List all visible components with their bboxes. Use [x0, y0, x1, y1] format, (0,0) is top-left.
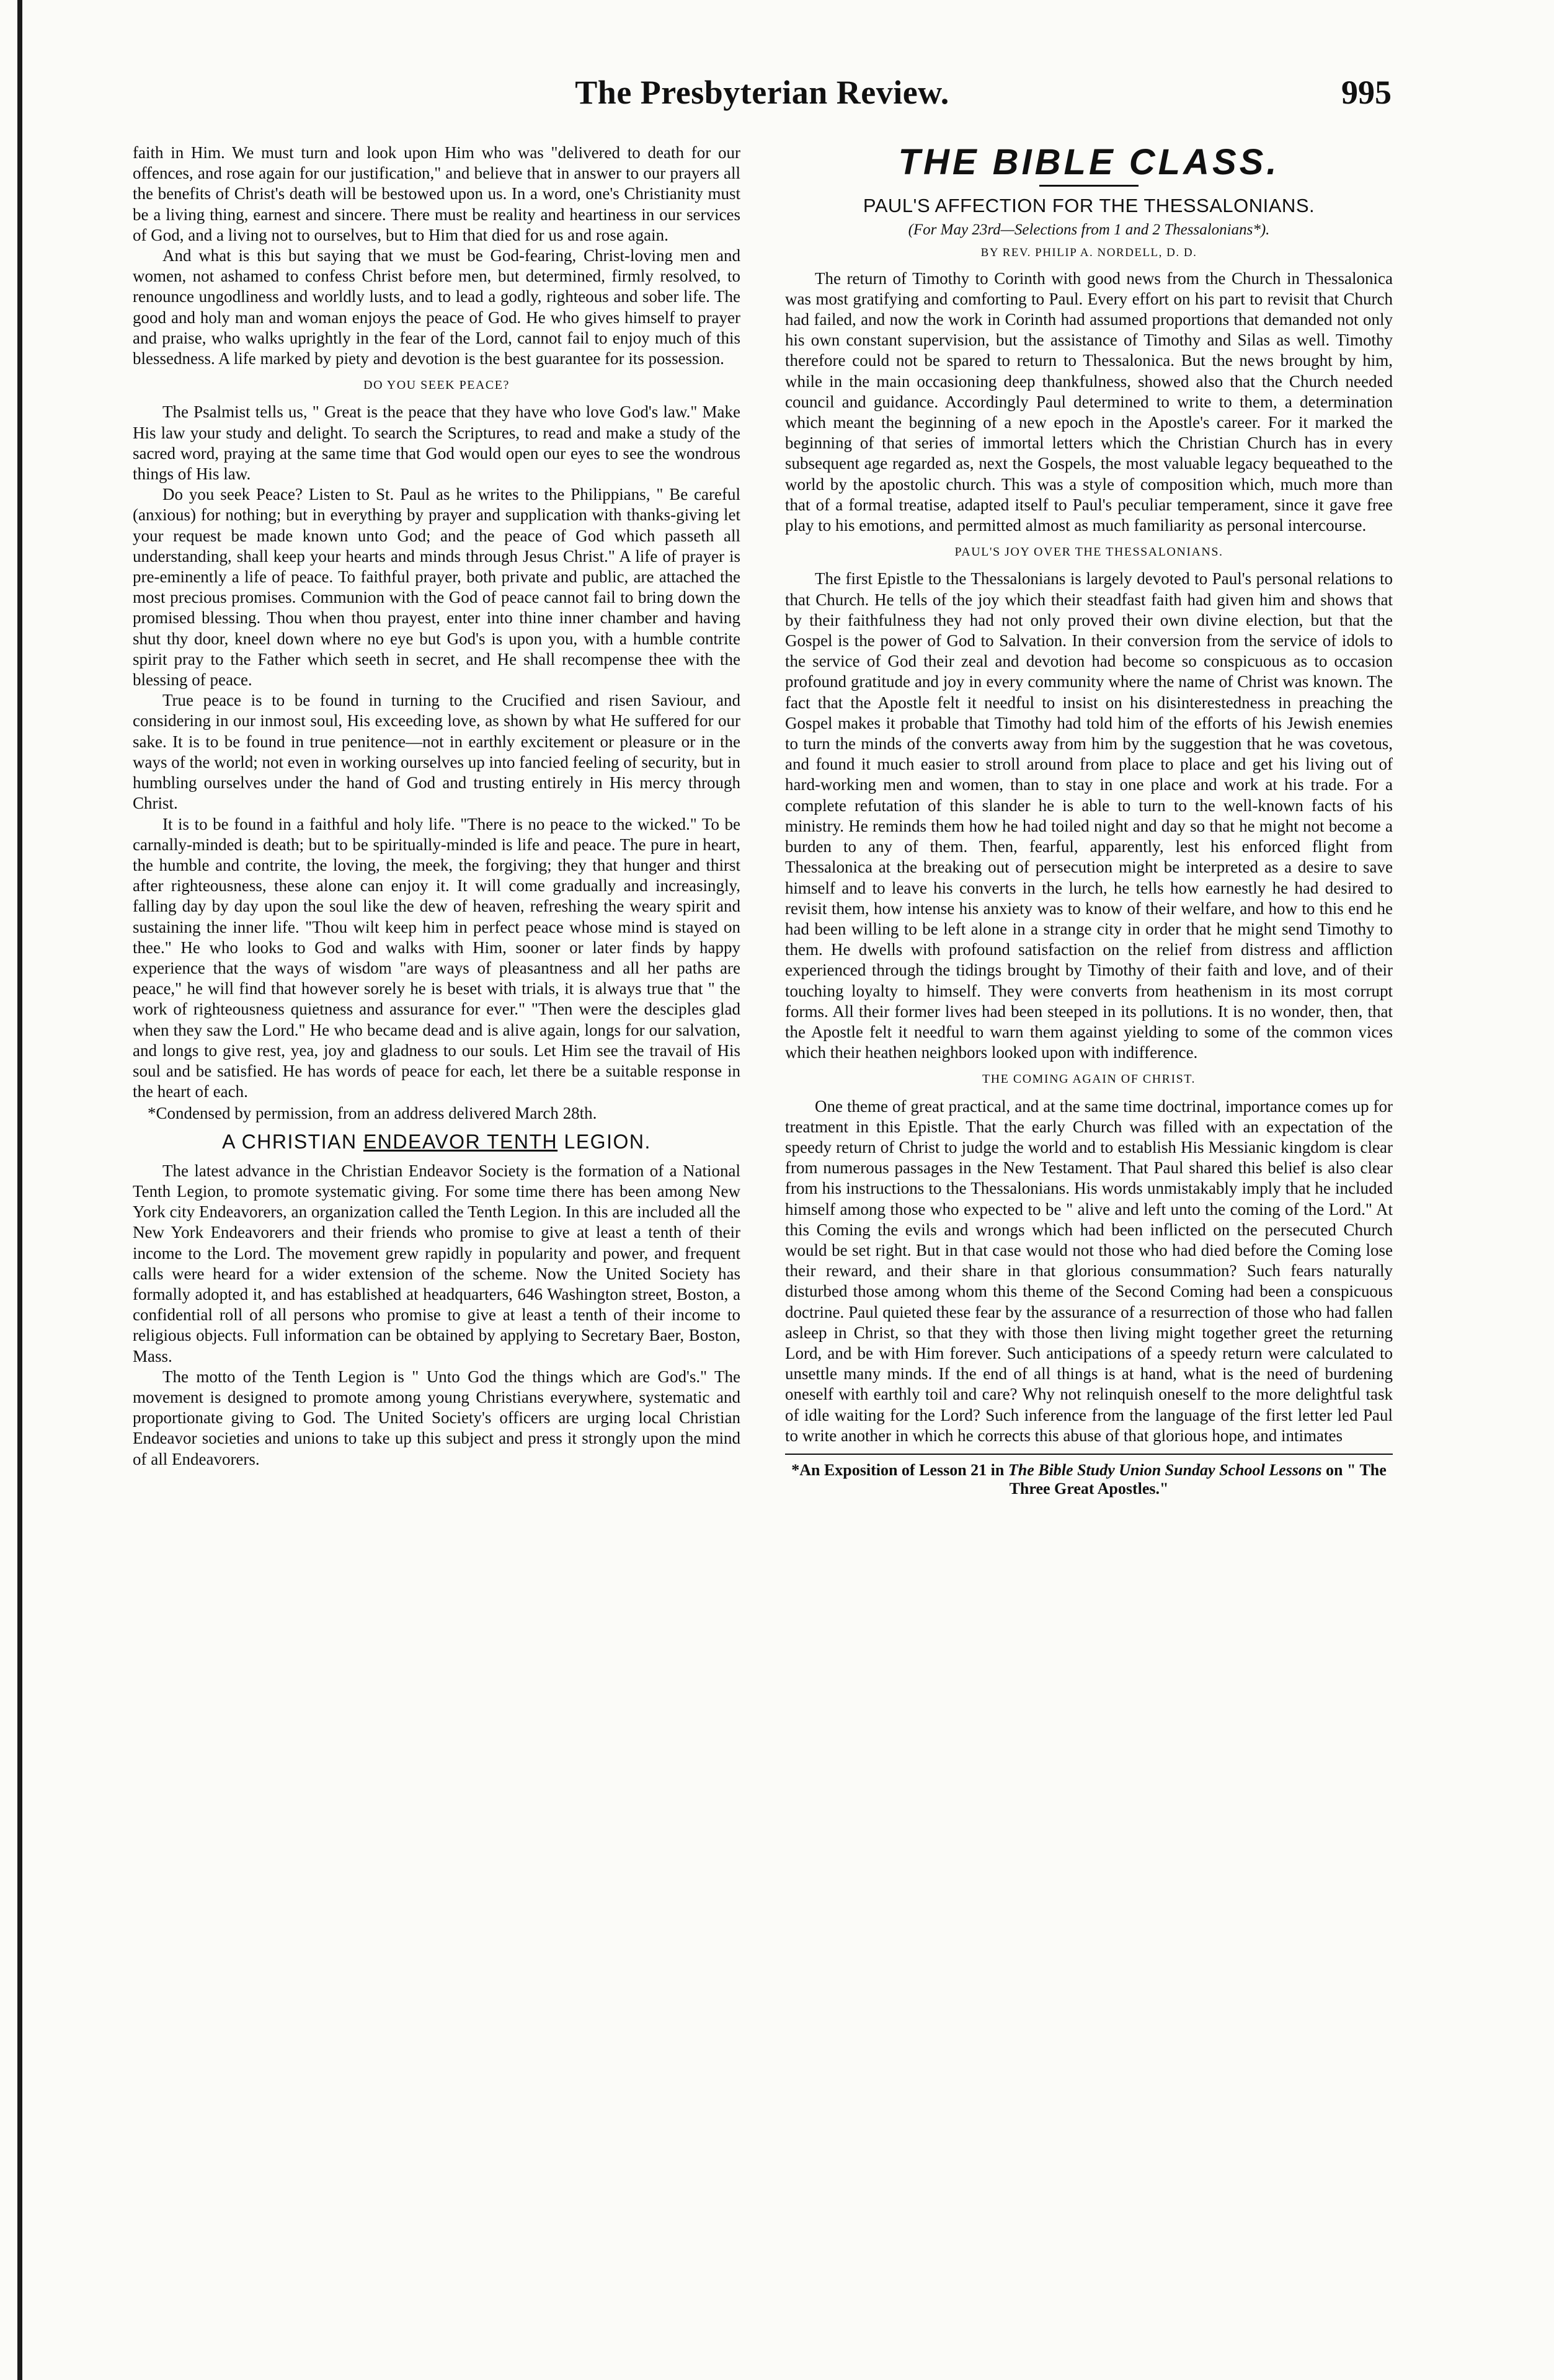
paragraph: One theme of great practical, and at the same time doctrinal, importance comes up for treatment in this Epistle. That the early Church was filled with an expectation of the speedy return of Christ to judge the world and to establish His Messianic kingdom is clear from numerous passages in the New Testament. That Paul shared this belief is also clear from his instructions to the Thessalonians. His words unmistakably imply that he included himself among those who expected to be " alive and left unto the coming of the Lord." At this Coming the evils and wrongs which had been inflicted on the persecuted Church would be set right. But in that case would not those who had died before the Coming lose their reward, and their share in that glorious consummation? Such fears naturally disturbed those among whom this theme of the Second Coming had been a conspicuous doctrine. Paul quieted these fear by the assurance of a resurrection of those who had fallen asleep in Christ, so that they with those then living might together greet the returning Lord, and be with Him forever. Such anticipations of a speedy return were calculated to unsettle many minds. If the end of all things is at hand, what is the need of burdening oneself with earthly toil and care? Why not relinquish oneself to the more delightful task of idle waiting for the Lord? Such inference from the language of the first letter led Paul to write another in which he corrects this abuse of that glorious hope, and intimates — [785, 1096, 1393, 1445]
byline: BY REV. PHILIP A. NORDELL, D. D. — [980, 246, 1197, 260]
paragraph: faith in Him. We must turn and look upon Him who was "delivered to death for our offences, and rose again for our justification," and believe that in answer to our prayers all the benefits of Christ's death will be bestowed upon us. In a word, one's Christianity must be a living thing, earnest and sincere. There must be reality and heartiness in our services of God, and a living not to ourselves, but to Him that died for us and rose again. — [133, 143, 740, 244]
subheading: PAUL'S JOY OVER THE THESSALONIANS. — [954, 545, 1223, 559]
page-header — [133, 73, 1392, 123]
paragraph: True peace is to be found in turning to the Crucified and risen Saviour, and considering in our inmost soul, His exceeding love, as shown by what He suffered for our sake. It is to be found in true penitence—not in earthly excitement or pleasure or in the ways of the world; not even in working ourselves up into fancied feeling of security, but in humbling ourselves under the hand of God and trusting entirely in His mercy through Christ. — [133, 691, 740, 813]
page-edge-rule — [17, 0, 22, 2380]
paragraph: And what is this but saying that we must be God-fearing, Christ-loving men and women, not ashamed to confess Christ before men, but determined, firmly resolved, to renounce ungodliness and worldly lusts, and to lead a godly, righteous and sober life. The good and holy man and woman enjoys the peace of God. He who gives himself to prayer and praise, who walks uprightly in the fear of the Lord, cannot fail to enjoy much of this blessedness. A life marked by piety and devotion is the best guarantee for its possession. — [133, 246, 740, 368]
section-heading-part: A CHRISTIAN — [222, 1130, 363, 1153]
article-title: PAUL'S AFFECTION FOR THE THESSALONIANS. — [863, 195, 1315, 216]
paragraph: It is to be found in a faithful and holy life. "There is no peace to the wicked." To be carnally-minded is death; but to be spiritually-minded is life and peace. The pure in heart, the humble and contrite, the loving, the meek, the forgiving; they that hunger and thirst after righteousness, these alone can enjoy it. It will come gradually and increasingly, falling day by day upon the soul like the dew of heaven, refreshing the weary spirit and sustaining the inner life. "Thou wilt keep him in perfect peace whose mind is stayed on thee." He who looks to God and walks with Him, sooner or later finds by happy experience that the ways of wisdom "are ways of pleasantness and all her paths are peace," he will find that however sorely he is beset with trials, it is always true that " the work of righteousness quietness and assurance for ever." "Then were the desciples glad when they saw the Lord." He who became dead and is alive again, longs for our salvation, and longs to give rest, yea, joy and gladness to our souls. Let Him see the travail of His soul and be satisfied. He has words of peace for each, let there be a suitable response in the heart of each. — [133, 814, 740, 1101]
subheading: DO YOU SEEK PEACE? — [363, 378, 510, 393]
footnote-part: *An Exposition of Lesson 21 in — [791, 1460, 1008, 1479]
right-column — [785, 143, 1393, 1498]
footnote: *Condensed by permission, from an address delivered March 28th. — [148, 1104, 597, 1123]
footnote-italic: The Bible Study Union Sunday School Lessons — [1008, 1460, 1322, 1479]
section-heading — [133, 1132, 740, 1152]
footnote-part: on " The Three Great Apostles." — [1009, 1460, 1387, 1498]
article-meta: (For May 23rd—Selections from 1 and 2 Thessalonians*). — [908, 221, 1270, 239]
paragraph: The return of Timothy to Corinth with good news from the Church in Thessalonica was most gratifying and comforting to Paul. Every effort on his part to revisit that Church had failed, and now the work in Corinth had assumed proportions that demanded not only his own constant supervision, but the assistance of Timothy and Silas as well. Timothy therefore could not be spared to return to Thessalonica. But the news brought by him, while in the main occasioning deep thankfulness, showed also that the Church needed council and guidance. Accordingly Paul determined to write to them, a determination which meant the beginning of a new epoch in the Apostle's career. For it marked the beginning of that series of immortal letters which the Christian Church has in every subsequent age regarded as, next the Gospels, the most valuable legacy bequeathed to the world by the apostolic church. This was a style of composition which, much more than that of a formal treatise, adapted itself to Paul's peculiar temperament, since it gave free play to his emotions, and permitted almost as much familiarity as personal intercourse. — [785, 269, 1393, 535]
paragraph: The latest advance in the Christian Endeavor Society is the formation of a National Tenth Legion, to promote systematic giving. For some time there has been among New York city Endeavorers, an organization called the Tenth Legion. In this are included all the New York Endeavorers and their friends who promise to give at least a tenth of their income to the Lord. The movement grew rapidly in popularity and power, and frequent calls were heard for a wider extension of the scheme. Now the United Society has formally adopted it, and has established at headquarters, 646 Washington street, Boston, a confidential roll of all persons who promise to give at least a tenth of their income to religious objects. Full information can be obtained by applying to Secretary Baer, Boston, Mass. — [133, 1161, 740, 1365]
paragraph: The first Epistle to the Thessalonians is largely devoted to Paul's personal relations to that Church. He tells of the joy which their steadfast faith had given him and shows that by their faithfulness they had not only proved their own divine election, but that the Gospel is the power of God to Salvation. In their conversion from the service of idols to the service of God their zeal and devotion had become so conspicuous as to occasion profound gratitude and joy in every community where the name of Christ was known. The fact that the Apostle felt it needful to insist on his disinterestedness in preaching the Gospel makes it probable that Timothy had told him of the efforts of his Jewish enemies to turn the minds of the converts away from him by the suggestion that he was covetous, and found it much easier to stroll around from place to place and get his living out of hard-working men and women, than to stay in one place and work at his trade. For a complete refutation of this slander he is able to turn to the well-known facts of his ministry. He reminds them how he had toiled night and day so that he might not become a burden to any of them. Then, fearful, apparently, lest his enforced flight from Thessalonica at the breaking out of persecution might be interpreted as a desire to save himself and to leave his converts in the lurch, he tells how earnestly he had desired to revisit them, how intense his anxiety was to know of their welfare, and how to this end he had been willing to be left alone in a strange city in order that he might send Timothy to them. He dwells with profound satisfaction on the relief from distress and affliction experienced through the tidings brought by Timothy of their faith and love, and of their touching loyalty to himself. They were converts from heathenism in its most corrupt forms. All their former lives had been steeped in its pollutions. It is no wonder, then, that the Apostle felt it needful to warn them against yielding to some of the common vices which their heathen neighbors looked upon with indifference. — [785, 569, 1393, 1062]
page-number: 995 — [1341, 74, 1392, 111]
section-heading-underlined: ENDEAVOR TENTH — [363, 1130, 558, 1153]
journal-title: The Presbyterian Review. — [575, 74, 949, 111]
footnote-rule — [785, 1454, 1393, 1455]
footnote — [785, 1461, 1393, 1498]
title-rule — [1039, 185, 1139, 187]
paragraph: The Psalmist tells us, " Great is the peace that they have who love God's law." Make His law your study and delight. To search the Scriptures, to read and make a study of the sacred word, praying at the same time that God would open our eyes to see the wondrous things of His law. — [133, 402, 740, 484]
section-heading-part: LEGION. — [557, 1130, 651, 1153]
paragraph: Do you seek Peace? Listen to St. Paul as he writes to the Philippians, " Be careful (anxious) for nothing; but in everything by prayer and supplication with thanks-giving let your request be made known unto God; and the peace of God which passeth all understanding, shall keep your hearts and minds through Jesus Christ." A life of prayer is pre-eminently a life of peace. To faithful prayer, both private and public, are attached the most precious promises. Communion with the God of peace cannot fail to bring down the promised blessing. Thou when thou prayest, enter into thine inner chamber and having shut thy door, kneel down where no eye but God's is upon you, with a humble contrite spirit pray to the Father which seeth in secret, and He shall recompense thee with the blessing of peace. — [133, 485, 740, 690]
subheading: THE COMING AGAIN OF CHRIST. — [982, 1072, 1196, 1086]
left-column — [133, 143, 740, 1470]
section-title: THE BIBLE CLASS. — [898, 142, 1280, 182]
paragraph: The motto of the Tenth Legion is " Unto God the things which are God's." The movement is designed to promote among young Christians everywhere, systematic and proportionate giving to God. The United Society's officers are urging local Christian Endeavor societies and unions to take up this subject and press it strongly upon the mind of all Endeavorers. — [133, 1367, 740, 1468]
